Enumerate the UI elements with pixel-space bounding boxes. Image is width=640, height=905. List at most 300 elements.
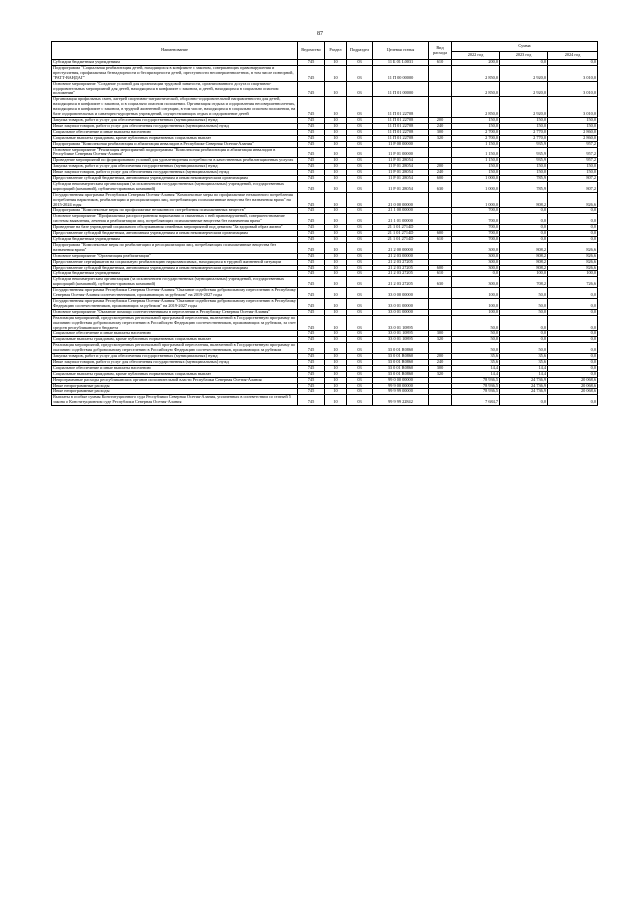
cell-subsection: 03 [347,97,373,118]
cell-2023: 0,0 [500,214,548,225]
cell-expense-type [429,147,452,158]
cell-2024: 150,0 [548,123,598,129]
cell-name: Организация профильных смен, лагерей спортивно-патриотической, оборонно-оздоровительной направленности для детей, находящихся в конфликте с законом, и в социально опасном положении. Организация отдыха и оздоровления несовершеннолетних, находящихся в конфликте с законом, в трудной жизненной ситуации, в том числе, находящихся в социально опасном положении, на базе оздоровительных и санаторно-курортных учреждений, осуществляющих отдых и оздоровление детей [52,97,298,118]
cell-name: Социальное обеспечение и иные выплаты населению [52,129,298,135]
cell-subsection: 03 [347,377,373,383]
cell-2023: 708,2 [500,277,548,288]
cell-2024: 957,2 [548,141,598,147]
cell-section: 10 [325,170,347,176]
cell-target: 11 П 01 22708 [373,123,429,129]
cell-2022: 700,0 [452,208,500,214]
cell-2023: 2 920,0 [500,97,548,118]
cell-section: 10 [325,181,347,192]
cell-section: 10 [325,309,347,315]
cell-section: 10 [325,158,347,164]
cell-name: Предоставление субсидий бюджетным, автономным учреждениям и иным некоммерческим организациям [52,231,298,237]
cell-target: 21 1 01 2714D [373,231,429,237]
cell-2023: 50,0 [500,309,548,315]
cell-2024: 826,6 [548,192,598,208]
cell-2022: 150,0 [452,117,500,123]
cell-2023: 785,9 [500,181,548,192]
cell-2024: 0,0 [548,309,598,315]
cell-target: 11 Р 01 28054 [373,176,429,182]
cell-2022: 300,0 [452,277,500,288]
cell-2023: 935,9 [500,158,548,164]
cell-subsection: 03 [347,117,373,123]
cell-dept: 745 [298,237,325,243]
cell-expense-type [429,97,452,118]
cell-section: 10 [325,365,347,371]
cell-dept: 745 [298,288,325,299]
header-year-2023: 2023 год [500,52,548,60]
cell-dept: 745 [298,271,325,277]
cell-name: Непрограммные расходы республиканских органов исполнительной власти Республики Северная Осетия-Алания [52,377,298,383]
cell-section: 10 [325,359,347,365]
cell-subsection: 03 [347,389,373,395]
cell-2024: 3 010,0 [548,81,598,97]
cell-2024: 0,0 [548,225,598,231]
cell-name: Подпрограмма "Комплексные меры по реабилитации и ресоциализации лиц, потребляющих психоактивные вещества без назначения врача" [52,242,298,253]
cell-2024: 0,0 [548,315,598,331]
cell-2022: 78 936,5 [452,383,500,389]
cell-2024: 150,0 [548,117,598,123]
cell-dept: 745 [298,265,325,271]
cell-name: Основное мероприятие "Профилактика распространения наркомании и связанных с ней правонарушений, совершенствование системы выявления, лечения и реабилитации лиц, потребляющих психоактивные вещества без назначения врача" [52,214,298,225]
cell-2023: 0,0 [500,395,548,406]
cell-dept: 745 [298,129,325,135]
cell-target: 11 Р 01 28054 [373,158,429,164]
cell-subsection: 03 [347,170,373,176]
cell-dept: 745 [298,117,325,123]
cell-name: Подпрограмма "Социальная реабилитация детей, находящихся в конфликте с законом, совершающих правонарушения и преступления, профилактика безнадзорности и беспризорности детей, преступности несовершеннолетних, в том числе повторной, "РАТТ-ВАНДАГ" [52,65,298,81]
cell-2023: 0,0 [500,331,548,337]
cell-target: 21 1 01 00000 [373,214,429,225]
cell-section: 10 [325,337,347,343]
cell-2023: 50,0 [500,343,548,354]
cell-section: 10 [325,354,347,360]
cell-subsection: 03 [347,141,373,147]
cell-expense-type: 320 [429,135,452,141]
cell-dept: 745 [298,170,325,176]
budget-table [51,41,598,406]
cell-section: 10 [325,265,347,271]
cell-2023: 2 770,0 [500,135,548,141]
table-row [52,242,598,253]
cell-dept: 745 [298,309,325,315]
header-expense-type: Вид расхода [429,42,452,60]
cell-2023: 24 736,9 [500,389,548,395]
cell-section: 10 [325,383,347,389]
cell-2023: 150,0 [500,117,548,123]
cell-target: 21 1 01 2714D [373,237,429,243]
cell-dept: 745 [298,337,325,343]
cell-dept: 745 [298,176,325,182]
cell-2023: 808,2 [500,192,548,208]
cell-2024: 0,0 [548,359,598,365]
cell-name: Основное мероприятие "Организация реабилитации" [52,253,298,259]
cell-2024: 150,0 [548,170,598,176]
cell-subsection: 03 [347,123,373,129]
header-subsection: Подраздел [347,42,373,60]
header-dept: Ведомство [298,42,325,60]
table-row [52,395,598,406]
cell-2022: 1 150,0 [452,158,500,164]
cell-subsection: 03 [347,158,373,164]
cell-subsection: 03 [347,359,373,365]
cell-target: 11 П 01 22708 [373,117,429,123]
cell-subsection: 03 [347,315,373,331]
cell-expense-type: 630 [429,181,452,192]
cell-2022: 78 936,5 [452,377,500,383]
cell-subsection: 03 [347,176,373,182]
cell-expense-type [429,298,452,309]
cell-section: 10 [325,129,347,135]
cell-2024: 826,6 [548,265,598,271]
cell-subsection: 03 [347,259,373,265]
cell-expense-type [429,214,452,225]
cell-name: Социальные выплаты гражданам, кроме публичных нормативных социальных выплат [52,135,298,141]
cell-2022: 35,6 [452,359,500,365]
cell-section: 10 [325,231,347,237]
cell-target: 33 0 01 10895 [373,315,429,331]
cell-2022: 700,0 [452,214,500,225]
cell-expense-type: 630 [429,277,452,288]
table-row [52,65,598,81]
cell-dept: 745 [298,181,325,192]
cell-name: Закупка товаров, работ и услуг для обеспечения государственных (муниципальных) нужд [52,117,298,123]
cell-2022: 200,0 [452,60,500,66]
cell-2022: 2 850,0 [452,65,500,81]
cell-2022: 50,0 [452,343,500,354]
cell-2024: 0,0 [548,337,598,343]
cell-target: 11 П 00 00000 [373,65,429,81]
cell-2022: 1 150,0 [452,147,500,158]
table-row [52,97,598,118]
cell-subsection: 03 [347,365,373,371]
cell-section: 10 [325,271,347,277]
cell-subsection: 03 [347,271,373,277]
header-name: Наименование [52,42,298,60]
cell-expense-type: 240 [429,123,452,129]
cell-2024: 807,2 [548,176,598,182]
cell-name: Основное мероприятие "Оказание помощи соотечественникам в переселении в Республику Северная Осетия-Алания" [52,309,298,315]
cell-name: Иные закупки товаров, работ и услуг для обеспечения государственных (муниципальных) нужд [52,359,298,365]
cell-subsection: 03 [347,214,373,225]
table-row [52,298,598,309]
cell-dept: 745 [298,315,325,331]
cell-subsection: 03 [347,337,373,343]
header-year-2022: 2022 год [452,52,500,60]
cell-2024: 957,2 [548,158,598,164]
cell-expense-type: 200 [429,164,452,170]
cell-2024: 2 860,0 [548,129,598,135]
cell-2022: 100,0 [452,309,500,315]
table-row [52,277,598,288]
cell-2022: 150,0 [452,123,500,129]
cell-expense-type [429,315,452,331]
cell-2023: 2 770,0 [500,129,548,135]
cell-2024: 0,0 [548,331,598,337]
cell-target: 33 0 01 00000 [373,298,429,309]
cell-name: Государственная программа Республики Северная Осетия-Алания "Оказание содействия добровольному переселению в Республику Северная Осетия-Алания соотечественников, проживающих за рубежом" на 2019-2027 годы [53,287,296,298]
cell-2022: 50,0 [452,315,500,331]
cell-target: 33 0 01 10895 [373,337,429,343]
cell-subsection: 03 [347,395,373,406]
cell-name: Подпрограмма "Комплексная реабилитация и абилитация инвалидов в Республике Северная Осетия-Алания" [52,141,298,147]
cell-2022: 14,4 [452,371,500,377]
cell-name: Проведение мероприятий по формированию условий для удовлетворения потребности в качественных реабилитационных услугах [52,158,298,164]
cell-dept: 745 [298,214,325,225]
cell-section: 10 [325,277,347,288]
table-row [52,343,598,354]
cell-2023: 35,6 [500,359,548,365]
cell-subsection: 03 [347,343,373,354]
cell-section: 10 [325,135,347,141]
cell-subsection: 03 [347,208,373,214]
cell-2023: 2 920,0 [500,81,548,97]
cell-name: Иные непрограммные расходы [52,383,298,389]
cell-2024: 807,2 [548,181,598,192]
cell-dept: 745 [298,383,325,389]
cell-section: 10 [325,225,347,231]
cell-dept: 745 [298,354,325,360]
cell-section: 10 [325,65,347,81]
cell-2023: 808,2 [500,265,548,271]
cell-name: Субсидии некоммерческим организациям (за исключением государственных (муниципальных) учреждений, государственных корпораций (компаний), публично-правовых компаний) [52,181,298,192]
cell-expense-type: 200 [429,117,452,123]
cell-dept: 745 [298,259,325,265]
page-number: 87 [317,31,323,37]
cell-2022: 0,0 [452,271,500,277]
cell-subsection: 03 [347,81,373,97]
cell-name: Субсидии некоммерческим организациям (за исключением государственных (муниципальных) учреждений, государственных корпораций (компаний), публично-правовых компаний) [52,277,298,288]
cell-target: 11 Р 01 28054 [373,170,429,176]
cell-expense-type [429,343,452,354]
cell-target: 33 0 01 10895 [373,331,429,337]
cell-2024: 0,0 [548,231,598,237]
cell-2022: 300,0 [452,242,500,253]
cell-subsection: 03 [347,309,373,315]
table-row [52,147,598,158]
cell-2022: 150,0 [452,164,500,170]
cell-2022: 2 850,0 [452,97,500,118]
cell-subsection: 03 [347,253,373,259]
cell-2024: 957,2 [548,147,598,158]
cell-target: 21 2 03 27205 [373,265,429,271]
cell-dept: 745 [298,331,325,337]
cell-dept: 745 [298,141,325,147]
cell-2022: 700,0 [452,237,500,243]
cell-section: 10 [325,164,347,170]
cell-subsection: 03 [347,237,373,243]
cell-section: 10 [325,176,347,182]
cell-2024: 0,0 [548,354,598,360]
cell-2023: 100,0 [500,271,548,277]
cell-dept: 745 [298,225,325,231]
cell-subsection: 03 [347,371,373,377]
cell-2024: 826,6 [548,242,598,253]
cell-2023: 35,6 [500,354,548,360]
cell-2024: 0,0 [548,288,598,299]
cell-section: 10 [325,331,347,337]
cell-name: Предоставление субсидий бюджетным, автономным учреждениям и иным некоммерческим организациям [52,265,298,271]
cell-dept: 745 [298,365,325,371]
cell-2024: 0,0 [548,214,598,225]
cell-section: 10 [325,389,347,395]
cell-2022: 100,0 [452,288,500,299]
cell-expense-type: 600 [429,231,452,237]
cell-dept: 745 [298,395,325,406]
cell-2024: 3 010,0 [548,65,598,81]
cell-name: Субсидии бюджетным учреждениям [52,237,298,243]
cell-target: 21 2 03 27205 [373,271,429,277]
cell-2024: 726,6 [548,277,598,288]
cell-2022: 2 700,0 [452,129,500,135]
cell-2023: 50,0 [500,288,548,299]
cell-dept: 745 [298,60,325,66]
header-section: Раздел [325,42,347,60]
cell-target: 99 9 00 00000 [373,383,429,389]
cell-2024: 826,6 [548,259,598,265]
cell-expense-type [429,242,452,253]
cell-name: Иные непрограммные расходы [52,389,298,395]
cell-expense-type: 300 [429,365,452,371]
cell-target: 11 П 01 22708 [373,97,429,118]
cell-2024: 0,0 [548,298,598,309]
cell-dept: 745 [298,123,325,129]
cell-target: 11 Р 01 00000 [373,147,429,158]
cell-expense-type: 240 [429,359,452,365]
cell-section: 10 [325,315,347,331]
cell-subsection: 03 [347,192,373,208]
cell-2022: 100,0 [452,298,500,309]
cell-section: 10 [325,237,347,243]
cell-dept: 745 [298,192,325,208]
cell-2023: 935,9 [500,147,548,158]
cell-dept: 745 [298,65,325,81]
cell-2022: 700,0 [452,231,500,237]
cell-target: 11 П 01 00000 [373,81,429,97]
cell-dept: 745 [298,158,325,164]
cell-subsection: 03 [347,277,373,288]
cell-2023: 24 736,9 [500,383,548,389]
cell-dept: 745 [298,147,325,158]
cell-expense-type: 610 [429,271,452,277]
cell-2022: 1 000,0 [452,181,500,192]
cell-dept: 745 [298,242,325,253]
table-row [52,192,598,208]
cell-subsection: 03 [347,383,373,389]
cell-target: 33 0 01 R0860 [373,365,429,371]
cell-name: Реализация мероприятий, предусмотренных региональной программой переселения, включенной в Государственную программу по оказанию содействия добровольному переселению в Российскую Федерацию соотечественников, проживающих за рубежом, за счет средств республиканского бюджета [53,315,296,330]
cell-dept: 745 [298,343,325,354]
cell-section: 10 [325,288,347,299]
cell-expense-type [429,288,452,299]
cell-name: Основное мероприятие "Реализация мероприятий подпрограммы "Комплексная реабилитация и абилитация инвалидов в Республике Северная Осетия-Алания" [52,147,298,158]
cell-2022: 35,6 [452,354,500,360]
cell-subsection: 03 [347,181,373,192]
cell-subsection: 03 [347,242,373,253]
cell-expense-type: 320 [429,337,452,343]
cell-subsection: 03 [347,65,373,81]
cell-section: 10 [325,147,347,158]
cell-2022: 1 000,0 [452,192,500,208]
cell-2023: 14,4 [500,365,548,371]
cell-target: 11 Р 01 28054 [373,164,429,170]
cell-target: 99 9 99 00000 [373,389,429,395]
cell-2023: 0,0 [500,231,548,237]
cell-2022: 300,0 [452,259,500,265]
cell-2022: 2 850,0 [452,81,500,97]
cell-section: 10 [325,214,347,225]
cell-2023: 0,0 [500,225,548,231]
cell-dept: 745 [298,253,325,259]
cell-section: 10 [325,60,347,66]
cell-name: Социальное обеспечение и иные выплаты населению [52,331,298,337]
cell-2023: 50,0 [500,298,548,309]
cell-expense-type: 300 [429,331,452,337]
cell-name: Иные закупки товаров, работ и услуг для обеспечения государственных (муниципальных) нужд [52,123,298,129]
cell-2024: 20 068,6 [548,389,598,395]
cell-subsection: 03 [347,225,373,231]
cell-expense-type [429,65,452,81]
cell-name: Социальные выплаты гражданам, кроме публичных нормативных социальных выплат [52,371,298,377]
cell-section: 10 [325,141,347,147]
cell-section: 10 [325,377,347,383]
cell-target: 21 2 00 00000 [373,242,429,253]
table-row [52,214,598,225]
cell-expense-type [429,81,452,97]
cell-name: Государственная программа Республики Северная Осетия-Алания "Комплексные меры по профилактике незаконного потребления потребления наркотиков, реабилитации и ресоциализации лиц, потребляющих психоактивные вещества без назначения врача" на 2015-2024 годы [52,192,298,208]
cell-target: 21 1 00 00000 [373,208,429,214]
header-year-2024: 2024 год [548,52,598,60]
cell-target: 21 0 00 00000 [373,192,429,208]
cell-target: 11 Б 01 L0031 [373,60,429,66]
cell-expense-type: 300 [429,129,452,135]
cell-dept: 745 [298,97,325,118]
cell-2024: 20 068,6 [548,377,598,383]
cell-name: Иные закупки товаров, работ и услуг для обеспечения государственных (муниципальных) нужд [52,170,298,176]
cell-name: Субсидии бюджетным учреждениям [52,271,298,277]
cell-target: 33 0 01 R0860 [373,359,429,365]
cell-section: 10 [325,259,347,265]
cell-dept: 745 [298,81,325,97]
cell-subsection: 03 [347,288,373,299]
cell-2022: 700,0 [452,225,500,231]
cell-2023: 14,4 [500,371,548,377]
cell-2022: 7 684,7 [452,395,500,406]
cell-section: 10 [325,117,347,123]
cell-section: 10 [325,298,347,309]
cell-2024: 0,0 [548,371,598,377]
cell-name: Социальное обеспечение и иные выплаты населению [52,365,298,371]
cell-subsection: 03 [347,298,373,309]
cell-2022: 2 700,0 [452,135,500,141]
cell-section: 10 [325,371,347,377]
cell-2024: 0,0 [548,237,598,243]
header-amount: Сумма [452,42,598,52]
cell-2023: 935,9 [500,141,548,147]
cell-dept: 745 [298,164,325,170]
cell-2024: 3 010,0 [548,97,598,118]
cell-target: 99 0 00 00000 [373,377,429,383]
cell-section: 10 [325,253,347,259]
cell-2024: 0,0 [548,60,598,66]
cell-2024: 20 068,6 [548,383,598,389]
cell-dept: 745 [298,359,325,365]
cell-2024: 0,0 [548,208,598,214]
cell-expense-type: 600 [429,265,452,271]
